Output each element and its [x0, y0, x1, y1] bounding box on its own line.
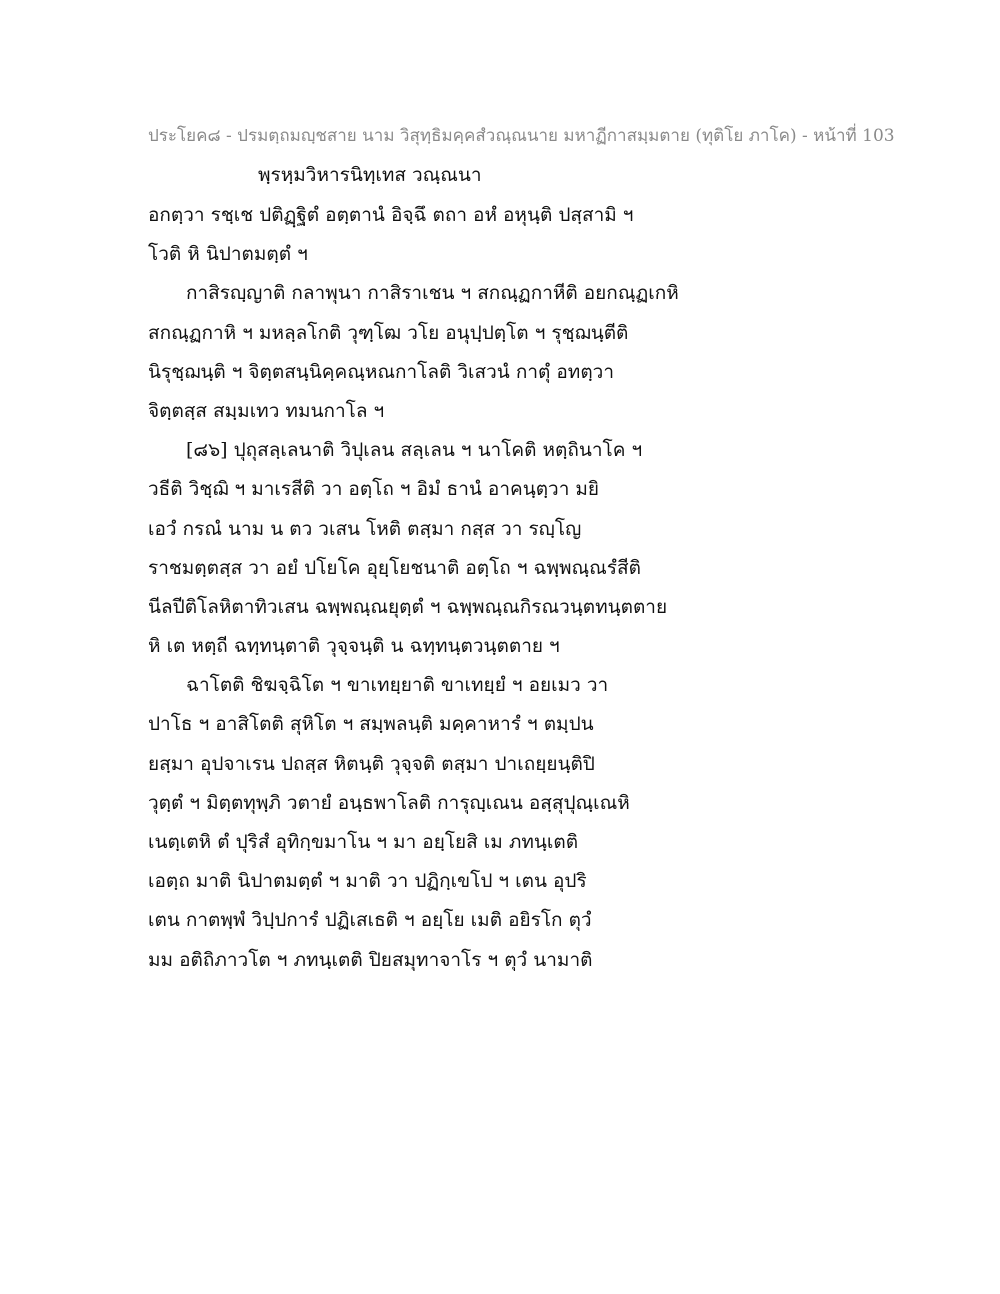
text-line: จิตฺตสฺส สมฺมเทว ทมนกาโล ฯ — [148, 399, 385, 422]
paragraph-start-line: กาสิรญฺญาติ กลาพุนา กาสิราเชน ฯ สกณฺฏกาหีติ อยกณฺฏเกหิ — [186, 282, 679, 305]
text-line: อกตฺวา รชฺเช ปติฏฺฐิตํ อตฺตานํ อิจฺฉึ ตถา อหํ อหุนฺติ ปสฺสามิ ฯ — [148, 204, 634, 226]
text-line: ยสฺมา อุปจาเรน ปถสฺส หิตนฺติ วุจฺจติ ตสฺมา ปาเถยฺยนฺติปิ — [148, 752, 595, 775]
text-line: เตน กาตพฺพํ วิปฺปการํ ปฏิเสเธติ ฯ อยฺโย เมติ อยิรโก ตุวํ — [148, 909, 592, 932]
body-text — [148, 196, 968, 980]
paragraph-start-line: [๘๖] ปุถุสลฺเลนาติ วิปุเลน สลฺเลน ฯ นาโคติ หตฺถินาโค ฯ — [186, 439, 643, 462]
text-line: เอตฺถ มาติ นิปาตมตฺตํ ฯ มาติ วา ปฏิกฺเขโป ฯ เตน อุปริ — [148, 870, 587, 893]
text-line: ปาโธ ฯ อาสิโตติ สุหิโต ฯ สมฺพลนฺติ มคฺคาหารํ ฯ ตมฺปน — [148, 713, 594, 736]
text-line: มม อติถิภาวโต ฯ ภทนฺเตติ ปิยสมุทาจาโร ฯ ตุวํ นามาติ — [148, 948, 593, 971]
text-line: เอวํ กรณํ นาม น ตว วเสน โหติ ตสฺมา กสฺส วา รญฺโญ — [148, 517, 582, 540]
running-head: ประโยค๘ - ปรมตฺถมญฺชสาย นาม วิสุทฺธิมคฺคสํวณฺณนาย มหาฏีกาสมฺมตาย (ทุติโย ภาโค) - หน้าที่ 103 — [148, 126, 895, 146]
text-line: หิ เต หตฺถี ฉทฺทนฺตาติ วุจฺจนฺติ น ฉทฺทนฺตวนฺตตาย ฯ — [148, 635, 560, 658]
text-line: วุตฺตํ ฯ มิตฺตทุพฺภิ วตายํ อนฺธพาโลติ การุญฺเณน อสฺสุปุณฺเณหิ — [148, 791, 630, 814]
text-line: วธีติ วิชฺฌิ ฯ มาเรสีติ วา อตฺโถ ฯ อิมํ ธานํ อาคนฺตฺวา มยิ — [148, 478, 600, 501]
text-line: นีลปีติโลหิตาทิวเสน ฉพฺพณฺณยุตฺตํ ฯ ฉพฺพณฺณกิรณวนฺตทนฺตตาย — [148, 595, 668, 618]
paragraph-start-line: ฉาโตติ ชิฆจฺฉิโต ฯ ขาเทยฺยาติ ขาเทยฺยํ ฯ อยเมว วา — [186, 674, 609, 697]
text-line: โวติ หิ นิปาตมตฺตํ ฯ — [148, 243, 308, 266]
section-title: พฺรหฺมวิหารนิทฺเทส วณฺณนา — [258, 164, 482, 186]
text-line: สกณฺฏกาหิ ฯ มหลฺลโกติ วุฑฺโฒ วโย อนุปฺปตฺโต ฯ รุชฺฌนฺตีติ — [148, 321, 629, 344]
text-line: ราชมตฺตสฺส วา อยํ ปโยโค อุยฺโยชนาติ อตฺโถ ฯ ฉพฺพณฺณรํสีติ — [148, 556, 641, 579]
text-line: เนตฺเตหิ ตํ ปุริสํ อุทิกฺขมาโน ฯ มา อยฺโยสิ เม ภทนฺเตติ — [148, 831, 579, 853]
text-line: นิรุชฺฌนฺติ ฯ จิตฺตสนฺนิคฺคณฺหณกาโลติ วิเสวนํ กาตุํ อทตฺวา — [148, 360, 615, 383]
